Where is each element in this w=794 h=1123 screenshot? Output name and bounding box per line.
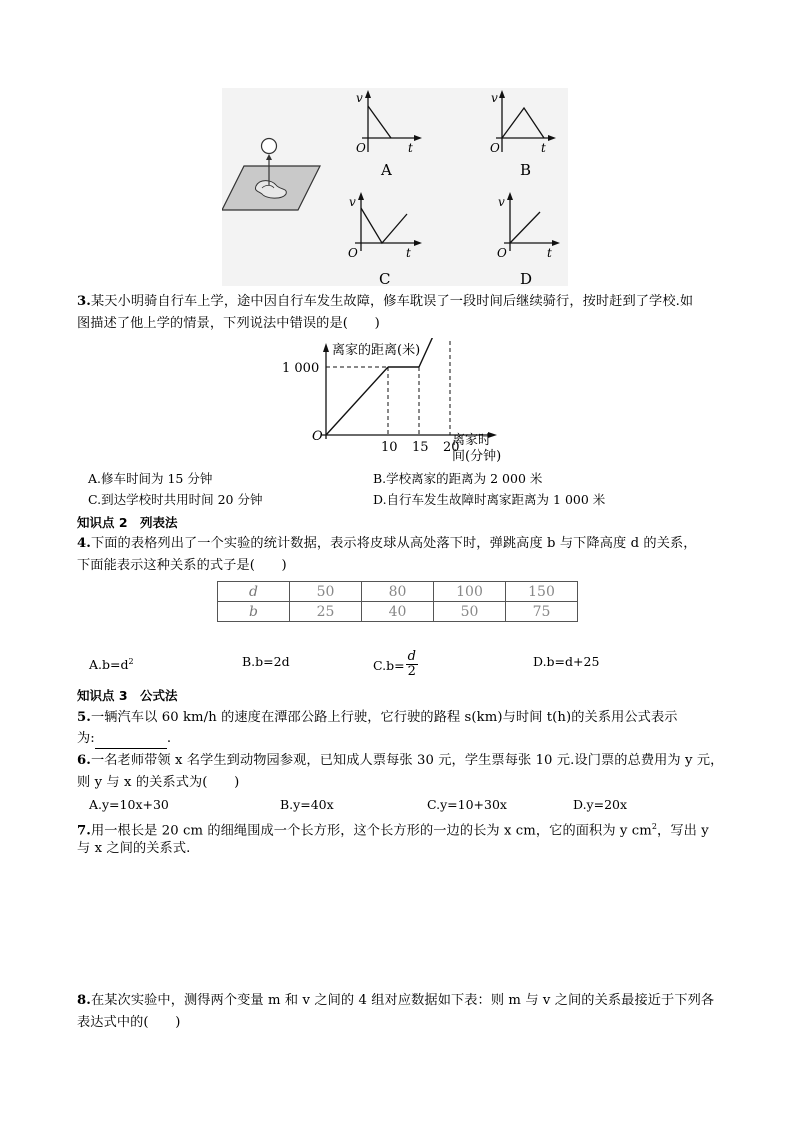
q4-table xyxy=(217,581,578,622)
top-figure xyxy=(222,88,568,286)
x-axis-label-line1: 离家时 xyxy=(452,433,492,448)
q6-number: 6. xyxy=(77,753,91,768)
graph-c-v-label: v xyxy=(349,195,356,209)
table-row xyxy=(218,582,578,602)
q7-text-line1-prefix: 用一根长是 20 cm 的细绳围成一个长方形，这个长方形的一边的长为 x cm，它的面积为 y cm xyxy=(90,823,652,839)
graph-c-t-label: t xyxy=(406,246,411,260)
q6-option-a[interactable]: A.y=10x+30 xyxy=(89,797,169,812)
q4-text-line1: 下面的表格列出了一个实验的统计数据，表示将皮球从高处落下时，弹跳高度 b 与下降高度 d 的关系， xyxy=(90,536,697,551)
q4-option-c-denominator: 2 xyxy=(407,664,416,679)
q3-number: 3. xyxy=(77,294,91,309)
table-cell: 100 xyxy=(434,582,506,602)
q5-number: 5. xyxy=(77,710,91,725)
q3-option-b[interactable]: B.学校离家的距离为 2 000 米 xyxy=(373,471,543,486)
q7-text-line1-suffix: ，写出 y xyxy=(657,823,709,839)
table-cell: 40 xyxy=(362,602,434,622)
q3-line1 xyxy=(77,292,693,312)
q3-option-a[interactable]: A.修车时间为 15 分钟 xyxy=(88,471,213,486)
q5-line2 xyxy=(77,729,171,749)
q4-table-header-b: b xyxy=(218,602,290,622)
q4-option-d[interactable]: D.b=d+25 xyxy=(533,654,600,669)
q4-option-c[interactable] xyxy=(373,649,418,679)
q7-number: 7. xyxy=(77,823,91,839)
table-cell: 25 xyxy=(290,602,362,622)
x-tick-label: 15 xyxy=(412,440,429,455)
q7-line1 xyxy=(77,817,709,841)
kp3-heading: 知识点 3 公式法 xyxy=(77,688,178,703)
q4-option-c-fraction xyxy=(406,650,418,679)
q8-text-line1: 在某次实验中，测得两个变量 m 和 v 之间的 4 组对应数据如下表：则 m 与 v 之间的关系最接近于下列各 xyxy=(90,993,715,1008)
q4-option-a-text: A.b=d xyxy=(89,657,129,673)
series-segment xyxy=(326,367,388,435)
graph-b-origin: O xyxy=(490,141,500,155)
q4-option-a[interactable] xyxy=(89,652,134,675)
q4-option-c-numerator: d xyxy=(407,649,416,664)
x-axis-label-line2: 间(分钟) xyxy=(452,449,502,464)
graph-a-t-label: t xyxy=(408,141,413,155)
table-cell: 80 xyxy=(362,582,434,602)
y-axis-arrow xyxy=(323,343,329,352)
q3-text-line2: 图描述了他上学的情景，下列说法中错误的是( ) xyxy=(77,316,380,331)
q3-text-line1: 某天小明骑自行车上学，途中因自行车发生故障，修车耽误了一段时间后继续骑行，按时赶到了学校.如 xyxy=(90,294,694,309)
graph-a-label: A xyxy=(381,161,392,179)
kp2-heading: 知识点 2 列表法 xyxy=(77,515,178,530)
q4-line1 xyxy=(77,534,697,554)
q4-text-line2: 下面能表示这种关系的式子是( ) xyxy=(77,558,287,573)
q5-answer-blank[interactable] xyxy=(95,734,167,749)
q7-text-line2: 与 x 之间的关系式. xyxy=(77,841,191,856)
q6-line1 xyxy=(77,751,723,771)
graph-c-origin: O xyxy=(348,246,358,260)
y-axis-label: 离家的距离(米) xyxy=(332,343,421,358)
y-tick-label: 1 000 xyxy=(282,361,320,376)
table-cell: 150 xyxy=(506,582,578,602)
q6-option-c[interactable]: C.y=10+30x xyxy=(427,797,507,812)
q4-option-c-text: C.b= xyxy=(373,657,405,673)
q3-option-c[interactable]: C.到达学校时共用时间 20 分钟 xyxy=(88,492,263,507)
table-row xyxy=(218,602,578,622)
graph-b-label: B xyxy=(520,161,532,179)
x-tick-label: 10 xyxy=(381,440,398,455)
q6-option-b[interactable]: B.y=40x xyxy=(280,797,334,812)
graph-d-t-label: t xyxy=(547,246,552,260)
q6-text-line2: 则 y 与 x 的关系式为( ) xyxy=(77,775,240,790)
q4-table-header-d: d xyxy=(218,582,290,602)
q4-option-a-sup: 2 xyxy=(128,657,134,666)
q7-sup: 2 xyxy=(651,822,658,831)
graph-b-t-label: t xyxy=(541,141,546,155)
graph-d-v-label: v xyxy=(498,195,505,209)
q5-line1 xyxy=(77,708,678,728)
q4-option-b[interactable]: B.b=2d xyxy=(242,654,290,669)
series-segment xyxy=(419,338,450,367)
table-cell: 50 xyxy=(290,582,362,602)
q3-option-d[interactable]: D.自行车发生故障时离家距离为 1 000 米 xyxy=(373,492,606,507)
table-cell: 50 xyxy=(434,602,506,622)
q5-text-line1: 一辆汽车以 60 km/h 的速度在潭邵公路上行驶，它行驶的路程 s(km)与时间 t(h)的关系用公式表示 xyxy=(90,710,678,725)
q4-number: 4. xyxy=(77,536,91,551)
origin-label: O xyxy=(312,429,323,444)
table-cell: 75 xyxy=(506,602,578,622)
graph-a-origin: O xyxy=(356,141,366,155)
q5-text-line2-prefix: 为: xyxy=(77,731,95,746)
graph-d-label: D xyxy=(520,270,533,286)
graph-d-origin: O xyxy=(497,246,507,260)
q6-option-d[interactable]: D.y=20x xyxy=(573,797,628,812)
q8-text-line2: 表达式中的( ) xyxy=(77,1015,181,1030)
x-tick-label: 20 xyxy=(443,440,460,455)
graph-a-v-label: v xyxy=(356,91,363,105)
graph-c-label: C xyxy=(379,270,391,286)
q6-text-line1: 一名老师带领 x 名学生到动物园参观，已知成人票每张 30 元，学生票每张 10 元.设门票的总费用为 y 元， xyxy=(90,753,724,768)
q8-number: 8. xyxy=(77,993,91,1008)
graph-b-v-label: v xyxy=(491,91,498,105)
q5-text-line2-suffix: . xyxy=(166,731,172,746)
q8-line1 xyxy=(77,991,714,1011)
q3-chart xyxy=(282,338,518,468)
